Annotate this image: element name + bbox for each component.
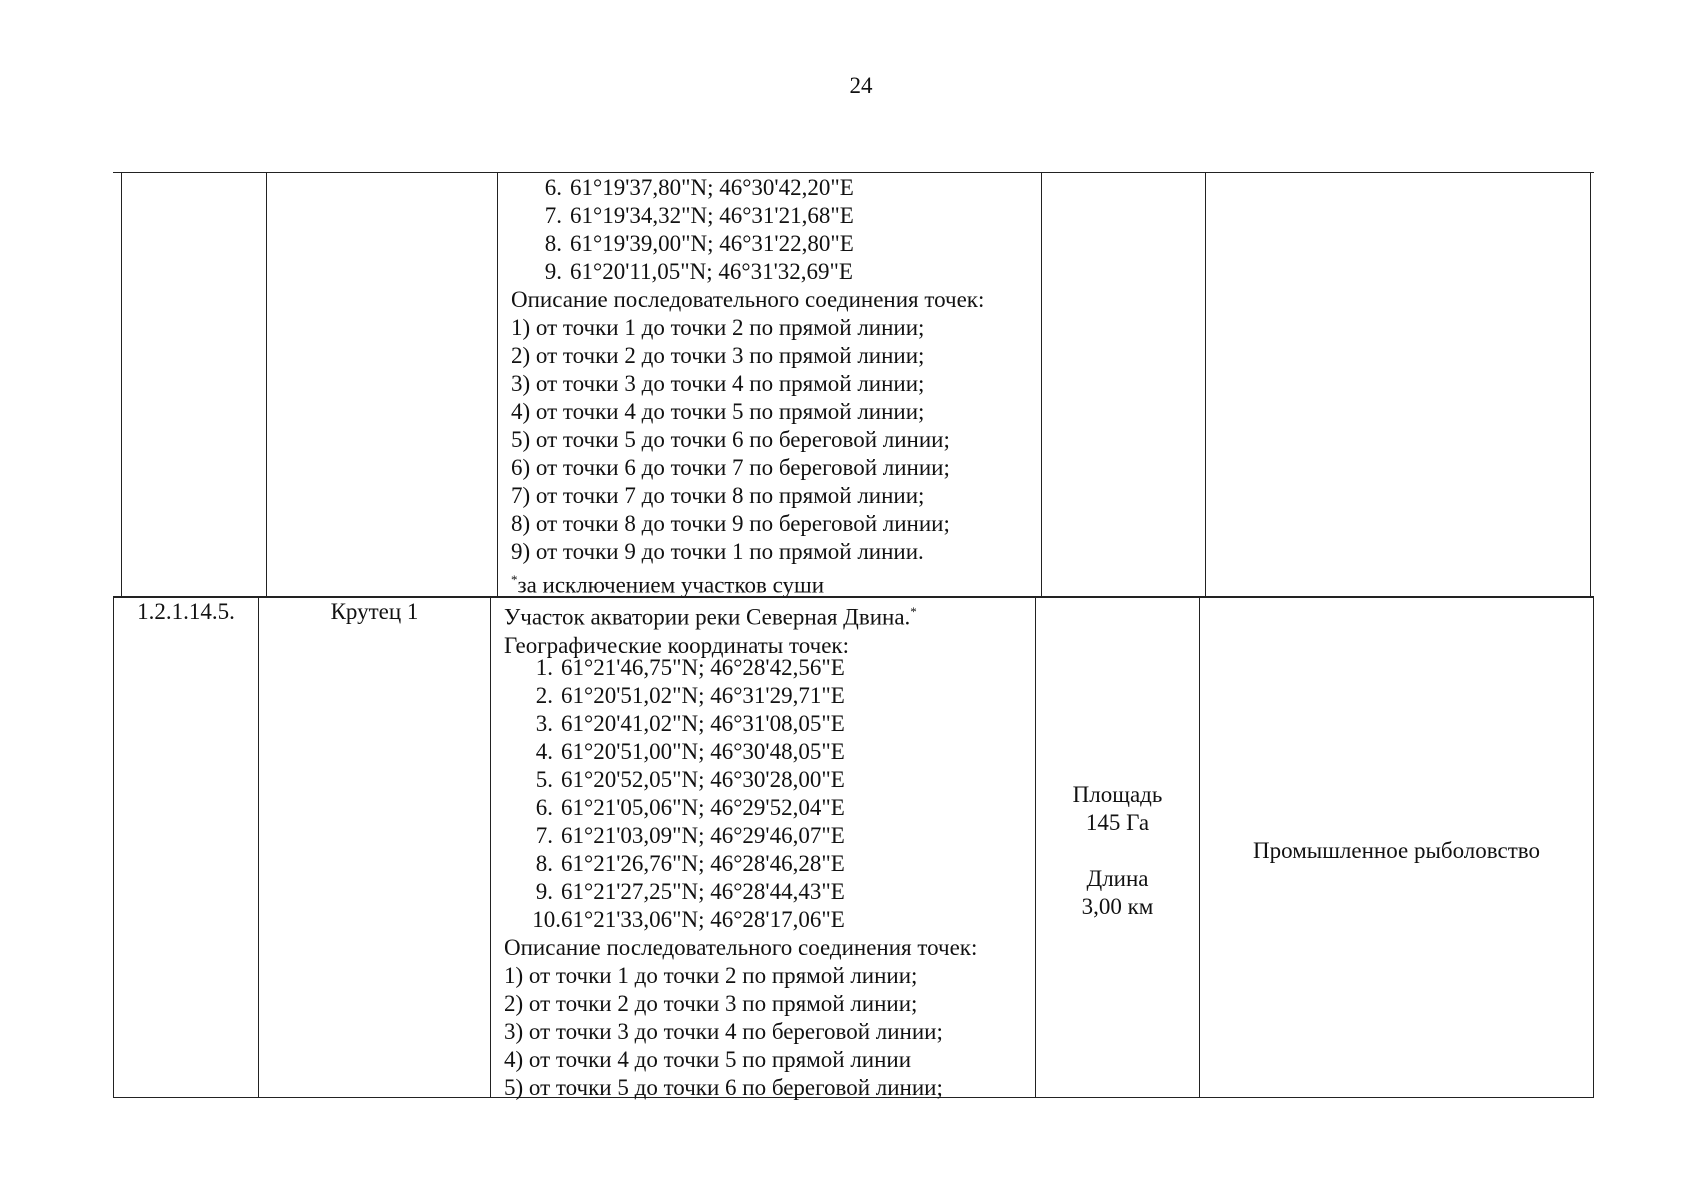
coordinate-item: 2. 61°20'51,02"N; 46°31'29,71"E [535, 683, 845, 708]
connection-item: 5) от точки 5 до точки 6 по береговой линии; [504, 1075, 943, 1100]
coordinate-item: 9. 61°21'27,25"N; 46°28'44,43"E [535, 879, 845, 904]
coordinate-item: 8. 61°19'39,00"N; 46°31'22,80"E [544, 231, 854, 256]
area-id: 1.2.1.14.5. [137, 599, 235, 624]
connection-item: 2) от точки 2 до точки 3 по прямой линии; [504, 991, 918, 1016]
area-size [1036, 781, 1199, 921]
description-text: Участок акватории реки Северная Двина.* [504, 604, 917, 630]
fishing-areas-table [113, 172, 1594, 1098]
connection-item: 3) от точки 3 до точки 4 по прямой линии; [511, 371, 925, 396]
cell-purpose [1205, 173, 1591, 597]
connection-item: 1) от точки 1 до точки 2 по прямой линии; [511, 315, 925, 340]
area-value: 145 Га [1085, 810, 1150, 835]
coordinate-item: 3. 61°20'41,02"N; 46°31'08,05"E [535, 711, 845, 736]
spacer [1036, 837, 1199, 865]
connection-description [504, 934, 977, 1102]
coordinate-list [536, 174, 854, 286]
coordinate-item: 5. 61°20'52,05"N; 46°30'28,00"E [535, 767, 845, 792]
connection-item: 6) от точки 6 до точки 7 по береговой линии; [511, 455, 950, 480]
connection-item: 9) от точки 9 до точки 1 по прямой линии. [511, 539, 924, 564]
connection-header: Описание последовательного соединения точек: [511, 287, 985, 312]
connection-item: 8) от точки 8 до точки 9 по береговой линии; [511, 511, 950, 536]
cell-boundaries [490, 597, 1035, 1100]
page-number: 24 [849, 73, 873, 98]
connection-item: 5) от точки 5 до точки 6 по береговой линии; [511, 427, 950, 452]
coordinates-header: Географические координаты точек: [504, 632, 849, 658]
length-label: Длина [1086, 866, 1149, 891]
connection-item: 7) от точки 7 до точки 8 по прямой линии; [511, 483, 925, 508]
coordinate-item: 10.61°21'33,06"N; 46°28'17,06"E [532, 907, 845, 932]
connection-description [511, 286, 984, 600]
coordinate-item: 7. 61°19'34,32"N; 46°31'21,68"E [544, 203, 854, 228]
coordinate-item: 6. 61°21'05,06"N; 46°29'52,04"E [535, 795, 845, 820]
area-description [504, 598, 917, 660]
connection-item: 1) от точки 1 до точки 2 по прямой линии; [504, 963, 918, 988]
cell-name [266, 173, 497, 597]
connection-item: 4) от точки 4 до точки 5 по прямой линии [504, 1047, 912, 1072]
area-name: Крутец 1 [330, 599, 419, 624]
coordinate-item: 6. 61°19'37,80"N; 46°30'42,20"E [544, 175, 854, 200]
cell-purpose [1199, 597, 1594, 1097]
cell-boundaries [497, 173, 1041, 597]
table-row-krutets-1 [113, 596, 1594, 1098]
coordinate-list [527, 654, 845, 934]
coordinate-item: 8. 61°21'26,76"N; 46°28'46,28"E [535, 851, 845, 876]
cell-size [1041, 173, 1205, 597]
connection-item: 2) от точки 2 до точки 3 по прямой линии; [511, 343, 925, 368]
purpose-text: Промышленное рыболовство [1253, 838, 1540, 863]
cell-id [113, 597, 258, 1097]
connection-header: Описание последовательного соединения точек: [504, 935, 978, 960]
coordinate-item: 1. 61°21'46,75"N; 46°28'42,56"E [535, 655, 845, 680]
area-label: Площадь [1072, 782, 1163, 807]
coordinate-item: 9. 61°20'11,05"N; 46°31'32,69"E [544, 259, 853, 284]
cell-name [258, 597, 490, 1097]
cell-id [121, 173, 266, 597]
table-row-continuation [113, 172, 1594, 598]
coordinate-item: 7. 61°21'03,09"N; 46°29'46,07"E [535, 823, 845, 848]
cell-size [1035, 597, 1199, 1097]
connection-item: 3) от точки 3 до точки 4 по береговой линии; [504, 1019, 943, 1044]
length-value: 3,00 км [1081, 894, 1154, 919]
coordinate-item: 4. 61°20'51,00"N; 46°30'48,05"E [535, 739, 845, 764]
footnote: *за исключением участков суши [511, 572, 825, 598]
connection-item: 4) от точки 4 до точки 5 по прямой линии; [511, 399, 925, 424]
